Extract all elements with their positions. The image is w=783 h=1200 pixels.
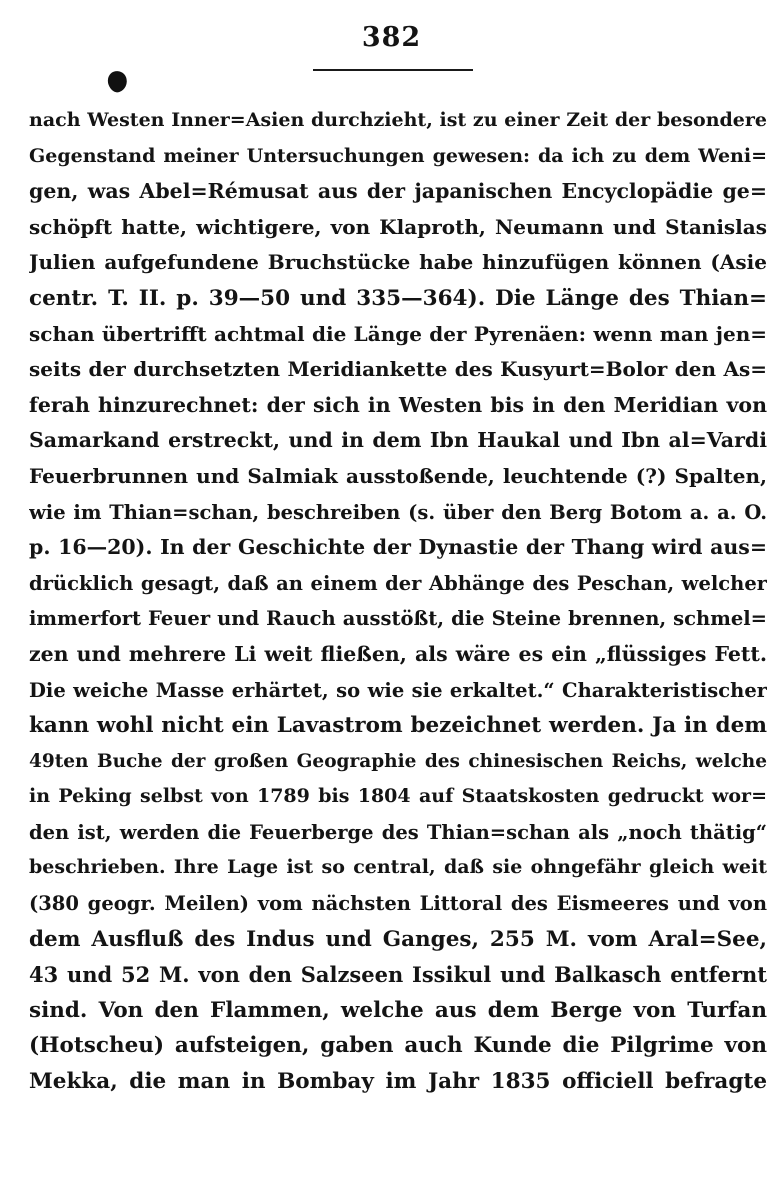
text-line: 49ten Buche der großen Geographie des chinesischen Reichs, welche (29, 750, 767, 772)
text-line: gen, was Abel=Rémusat aus der japanischen Encyclopädie ge= (29, 179, 767, 204)
text-line: ferah hinzurechnet: der sich in Westen bis in den Meridian von (29, 392, 767, 417)
text-line: immerfort Feuer und Rauch ausstößt, die Steine brennen, schmel= (29, 607, 767, 631)
text-line: beschrieben. Ihre Lage ist so central, daß sie ohngefähr gleich weit (29, 856, 767, 879)
text-line: (380 geogr. Meilen) vom nächsten Littoral des Eismeeres und von (29, 892, 767, 916)
text-line: 43 und 52 M. von den Salzseen Issikul und Balkasch entfernt (29, 962, 767, 988)
text-line: nach Westen Inner=Asien durchzieht, ist zu einer Zeit der besondere (29, 109, 767, 131)
text-line: Julien aufgefundene Bruchstücke habe hinzufügen können (Asie (29, 250, 767, 275)
text-line: kann wohl nicht ein Lavastrom bezeichnet werden. Ja in dem (29, 713, 767, 739)
body-text (29, 103, 767, 1100)
text-line: Feuerbrunnen und Salmiak ausstoßende, leuchtende (?) Spalten, (29, 463, 767, 488)
text-line: in Peking selbst von 1789 bis 1804 auf Staatskosten gedruckt wor= (29, 785, 767, 808)
text-line: centr. T. II. p. 39—50 und 335—364). Die Länge des Thian= (29, 285, 767, 311)
text-line: den ist, werden die Feuerberge des Thian=schan als „noch thätig“ (29, 820, 767, 844)
text-line: schan übertrifft achtmal die Länge der Pyrenäen: wenn man jen= (29, 321, 767, 346)
text-line: Die weiche Masse erhärtet, so wie sie erkaltet.“ Charakteristischer (29, 678, 767, 702)
header-rule (313, 69, 473, 71)
text-line: Mekka, die man in Bombay im Jahr 1835 officiell befragte (29, 1069, 767, 1095)
ink-blot (105, 68, 130, 94)
text-line: dem Ausfluß des Indus und Ganges, 255 M. vom Aral=See, (29, 926, 767, 952)
text-line: p. 16—20). In der Geschichte der Dynastie der Thang wird aus= (29, 535, 767, 560)
text-line: sind. Von den Flammen, welche aus dem Berge von Turfan (29, 997, 767, 1023)
text-line: drücklich gesagt, daß an einem der Abhänge des Peschan, welcher (29, 571, 767, 595)
text-line: Samarkand erstreckt, und in dem Ibn Haukal und Ibn al=Vardi (29, 428, 767, 453)
text-line: wie im Thian=schan, beschreiben (s. über den Berg Botom a. a. O. (29, 500, 767, 524)
text-line: (Hotscheu) aufsteigen, gaben auch Kunde die Pilgrime von (29, 1033, 767, 1059)
text-line: schöpft hatte, wichtigere, von Klaproth, Neumann und Stanislas (29, 214, 767, 239)
text-line: seits der durchsetzten Meridiankette des Kusyurt=Bolor den As= (29, 357, 767, 382)
page-number: 382 (361, 22, 422, 53)
text-line: Gegenstand meiner Untersuchungen gewesen: da ich zu dem Weni= (29, 144, 767, 167)
text-line: zen und mehrere Li weit fließen, als wäre es ein „flüssiges Fett. (29, 641, 767, 666)
